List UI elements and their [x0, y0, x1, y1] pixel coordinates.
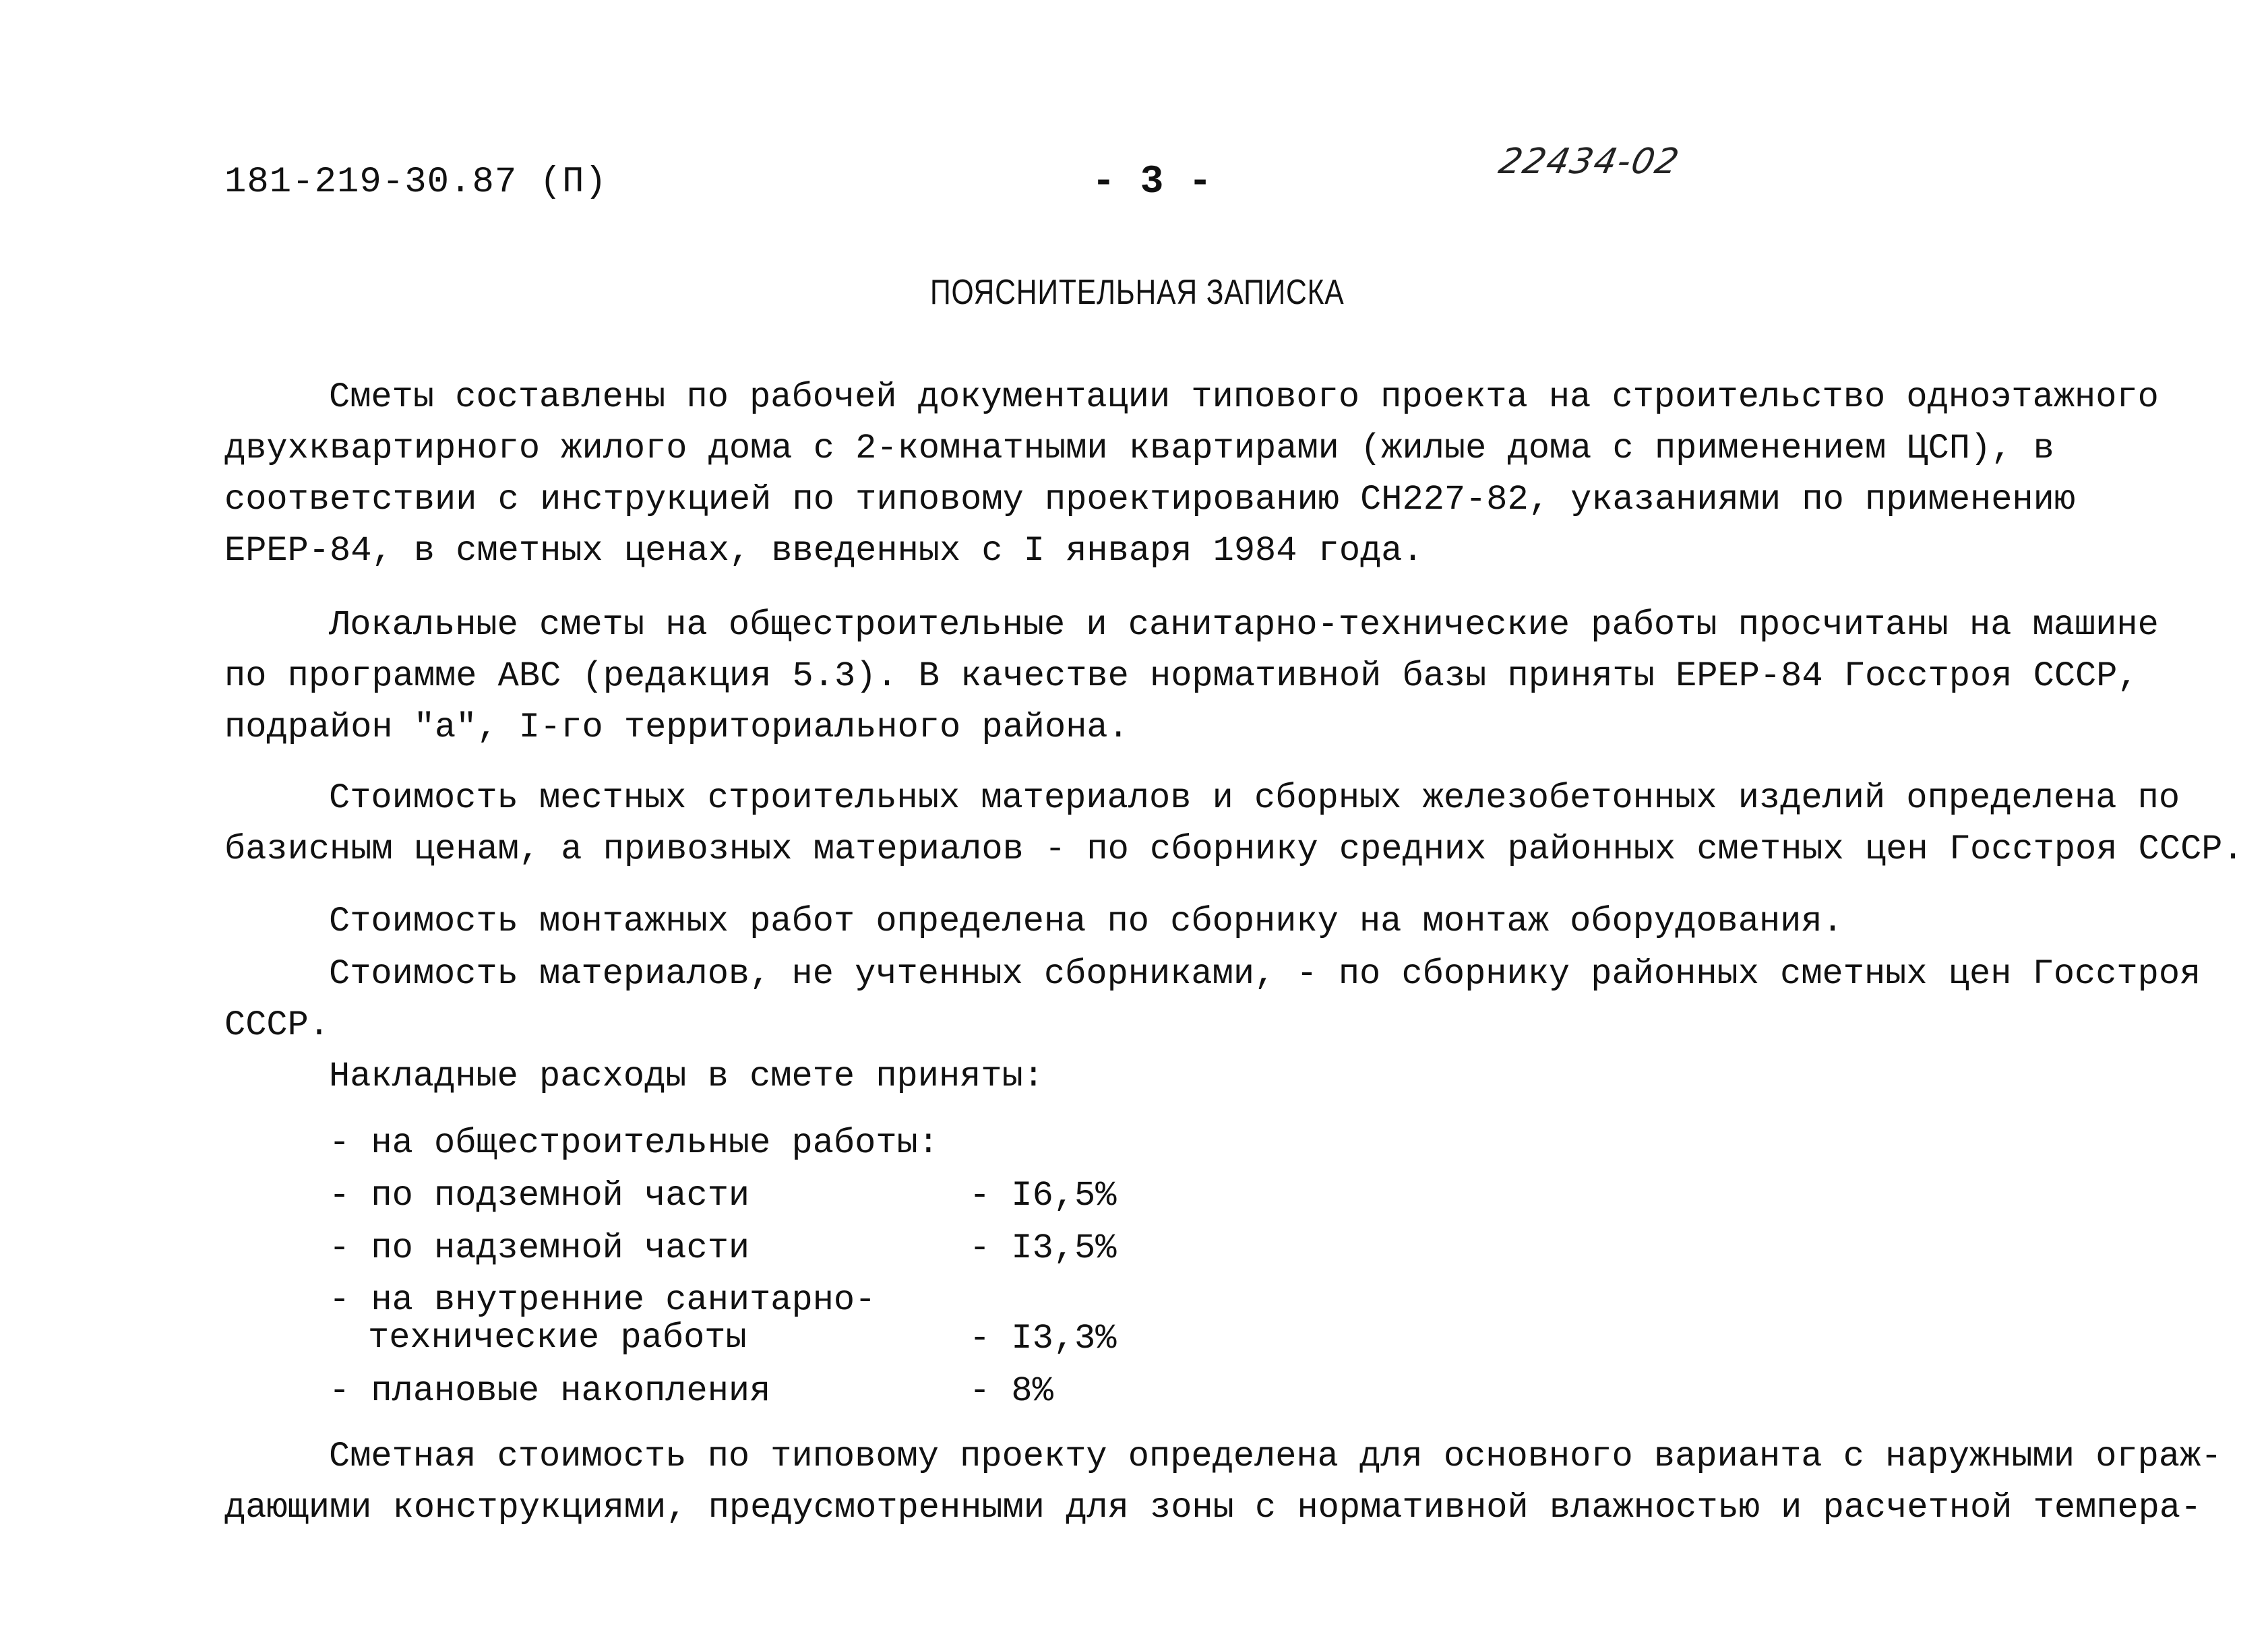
list-heading-label: - на общестроительные работы:	[329, 1123, 939, 1163]
paragraph-line: Накладные расходы в смете приняты:	[329, 1057, 1044, 1096]
list-item-label: - по подземной части	[329, 1176, 750, 1216]
paragraph-line: Сметы составлены по рабочей документации типового проекта на строительство одноэтажного	[329, 377, 2159, 417]
paragraph-line: двухквартирного жилого дома с 2-комнатными квартирами (жилые дома с применением ЦСП), в	[224, 429, 2054, 468]
paragraph-line: ЕРЕР-84, в сметных ценах, введенных с I января 1984 года.	[224, 531, 1423, 571]
list-item-label-line1: - на внутренние санитарно-	[329, 1280, 876, 1320]
paragraph-materials-cost	[224, 773, 2244, 875]
paragraph-line: дающими конструкциями, предусмотренными для зоны с нормативной влажностью и расчетной темпера-	[224, 1488, 2202, 1528]
paragraph-unaccounted-materials	[224, 949, 2233, 1051]
document-code: 181-219-30.87 (П)	[224, 162, 607, 203]
paragraph-line: Сметная стоимость по типовому проекту определена для основного варианта с наружными ограж-	[329, 1437, 2222, 1476]
paragraph-line: базисным ценам, а привозных материалов - по сборнику средних районных сметных цен Госстроя СССР.	[224, 829, 2244, 869]
paragraph-line: СССР.	[224, 1005, 330, 1045]
paragraph-line: Локальные сметы на общестроительные и санитарно-технические работы просчитаны на машине	[329, 605, 2159, 645]
paragraph-overhead-intro	[224, 1051, 2233, 1102]
handwritten-note: 22434-02	[1495, 142, 1684, 182]
list-item-value: - I3,3%	[969, 1319, 1117, 1358]
list-item-value: - 8%	[969, 1371, 1053, 1411]
list-item-label	[329, 1282, 876, 1357]
page-title: ПОЯСНИТЕЛЬНАЯ ЗАПИСКА	[930, 273, 1345, 312]
list-item-value: - I3,5%	[969, 1228, 1117, 1268]
paragraph-line: Стоимость местных строительных материалов и сборных железобетонных изделий определена по	[329, 778, 2180, 818]
paragraph-line: соответствии с инструкцией по типовому проектированию СН227-82, указаниями по применению	[224, 480, 2076, 520]
paragraph-local-estimates	[224, 600, 2233, 753]
paragraph-estimates	[224, 372, 2233, 577]
list-item-label: - плановые накопления	[329, 1371, 771, 1411]
list-item-label-line2: технические работы	[368, 1318, 747, 1358]
paragraph-line: подрайон "а", I-го территориального района.	[224, 708, 1129, 747]
list-item-label: - по надземной части	[329, 1228, 750, 1268]
paragraph-line: по программе АВС (редакция 5.3). В качестве нормативной базы приняты ЕРЕР-84 Госстроя СССР,	[224, 656, 2139, 696]
list-item-value: - I6,5%	[969, 1176, 1117, 1216]
page-number: - 3 -	[1092, 160, 1213, 204]
paragraph-line: Стоимость материалов, не учтенных сборниками, - по сборнику районных сметных цен Госстроя	[329, 954, 2201, 994]
paragraph-installation-cost	[224, 896, 2233, 947]
paragraph-line: Стоимость монтажных работ определена по сборнику на монтаж оборудования.	[329, 902, 1843, 941]
paragraph-estimated-cost	[224, 1431, 2233, 1534]
